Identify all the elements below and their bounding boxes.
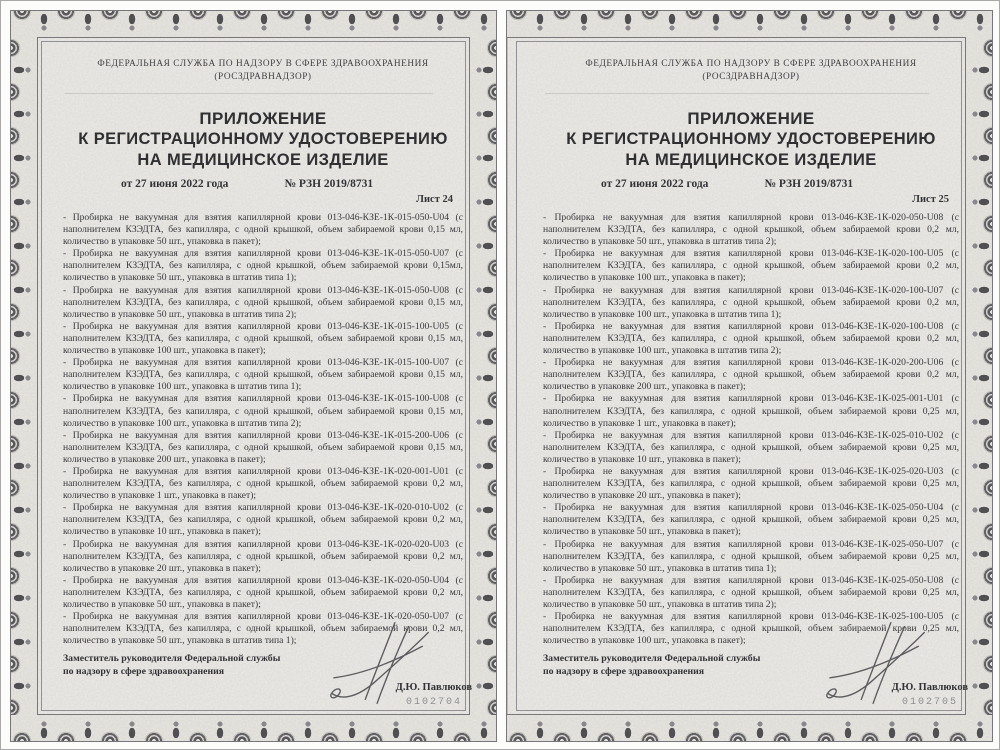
list-item: - Пробирка не вакуумная для взятия капиллярной крови 013-046-КЗЕ-1К-025-050-U07 (с наполнителем КЗЭДТА, без капилляра, с одной крышкой, объем забираемой крови 0,25 мл, количество в упаковке 50 шт., упаковка в штатив типа 1); xyxy=(543,538,959,574)
agency-name: ФЕДЕРАЛЬНАЯ СЛУЖБА ПО НАДЗОРУ В СФЕРЕ ЗДРАВООХРАНЕНИЯ xyxy=(585,59,917,69)
list-item: - Пробирка не вакуумная для взятия капиллярной крови 013-046-КЗЕ-1К-015-100-U05 (с наполнителем КЗЭДТА, без капилляра, с одной крышкой, объем забираемой крови 0,15 мл, количество в упаковке 100 шт., упаковка в пакет); xyxy=(63,320,463,357)
signer-post-line2: по надзору в сфере здравоохранения xyxy=(543,666,705,678)
doc-title-line2: К РЕГИСТРАЦИОННОМУ УДОСТОВЕРЕНИЮ xyxy=(566,130,936,148)
sheet-label: Лист 24 xyxy=(416,194,453,205)
signer-post-line2: по надзору в сфере здравоохранения xyxy=(63,666,225,678)
list-item: - Пробирка не вакуумная для взятия капиллярной крови 013-046-КЗЕ-1К-020-100-U05 (с наполнителем КЗЭДТА, без капилляра, с одной крышкой, объем забираемой крови 0,2 мл, количество в упаковке 100 шт., упаковка в пакет); xyxy=(543,248,959,284)
serial-number: 0102704 xyxy=(405,697,462,708)
list-item: - Пробирка не вакуумная для взятия капиллярной крови 013-046-КЗЕ-1К-020-100-U07 (с наполнителем КЗЭДТА, без капилляра, с одной крышкой, объем забираемой крови 0,2 мл, количество в упаковке 100 шт., упаковка в штатив типа 1); xyxy=(543,284,959,320)
list-item: - Пробирка не вакуумная для взятия капиллярной крови 013-046-КЗЕ-1К-020-010-U02 (с наполнителем КЗЭДТА, без капилляра, с одной крышкой, объем забираемой крови 0,2 мл, количество в упаковке 10 шт., упаковка в пакет); xyxy=(63,502,463,538)
signer-post-line1: Заместитель руководителя Федеральной службы xyxy=(63,653,281,665)
list-item: - Пробирка не вакуумная для взятия капиллярной крови 013-046-КЗЕ-1К-020-100-U08 (с наполнителем КЗЭДТА, без капилляра, с одной крышкой, объем забираемой крови 0,2 мл, количество в упаковке 100 шт., упаковка в штатив типа 2); xyxy=(543,320,959,357)
doc-title-line3: НА МЕДИЦИНСКОЕ ИЗДЕЛИЕ xyxy=(137,151,389,169)
list-item: - Пробирка не вакуумная для взятия капиллярной крови 013-046-КЗЕ-1К-020-001-U01 (с наполнителем КЗЭДТА, без капилляра, с одной крышкой, объем забираемой крови 0,2 мл, количество в упаковке 1 шт., упаковка в пакет); xyxy=(63,465,463,502)
product-list xyxy=(543,212,959,647)
certificate-page-sheet-25 xyxy=(506,10,993,742)
registration-number: № РЗН 2019/8731 xyxy=(284,178,374,190)
list-item: - Пробирка не вакуумная для взятия капиллярной крови 013-046-КЗЕ-1К-020-020-U03 (с наполнителем КЗЭДТА, без капилляра, с одной крышкой, объем забираемой крови 0,2 мл, количество в упаковке 20 шт., упаковка в пакет); xyxy=(63,538,463,574)
list-item: - Пробирка не вакуумная для взятия капиллярной крови 013-046-КЗЕ-1К-020-200-U06 (с наполнителем КЗЭДТА, без капилляра, с одной крышкой, объем забираемой крови 0,2 мл, количество в упаковке 200 шт., упаковка в пакет); xyxy=(543,357,959,393)
sheet-label: Лист 25 xyxy=(912,194,949,205)
issue-date: от 27 июня 2022 года xyxy=(601,178,709,190)
doc-title-line1: ПРИЛОЖЕНИЕ xyxy=(687,109,815,128)
list-item: - Пробирка не вакуумная для взятия капиллярной крови 013-046-КЗЕ-1К-025-001-U01 (с наполнителем КЗЭДТА, без капилляра, с одной крышкой, объем забираемой крови 0,25 мл, количество в упаковке 1 шт., упаковка в пакет); xyxy=(543,393,959,429)
ornament-border-top xyxy=(11,11,496,38)
list-item: - Пробирка не вакуумная для взятия капиллярной крови 013-046-КЗЕ-1К-015-050-U04 (с наполнителем КЗЭДТА, без капилляра, с одной крышкой, объем забираемой крови 0,15 мл, количество в упаковке 50 шт., упаковка в пакет); xyxy=(63,212,463,248)
list-item: - Пробирка не вакуумная для взятия капиллярной крови 013-046-КЗЕ-1К-020-050-U07 (с наполнителем КЗЭДТА, без капилляра, с одной крышкой, объем забираемой крови 0,2 мл, количество в упаковке 50 шт., упаковка в штатив типа 1); xyxy=(63,611,463,647)
ornament-border-bottom xyxy=(507,714,992,741)
product-list xyxy=(63,212,463,647)
list-item: - Пробирка не вакуумная для взятия капиллярной крови 013-046-КЗЕ-1К-015-050-U08 (с наполнителем КЗЭДТА, без капилляра, с одной крышкой, объем забираемой крови 0,15 мл, количество в упаковке 50 шт., упаковка в штатив типа 2); xyxy=(63,284,463,320)
signer-name: Д.Ю. Павлюков xyxy=(891,682,968,693)
doc-title-line2: К РЕГИСТРАЦИОННОМУ УДОСТОВЕРЕНИЮ xyxy=(78,130,448,148)
list-item: - Пробирка не вакуумная для взятия капиллярной крови 013-046-КЗЕ-1К-025-050-U08 (с наполнителем КЗЭДТА, без капилляра, с одной крышкой, объем забираемой крови 0,25 мл, количество в упаковке 50 шт., упаковка в штатив типа 2); xyxy=(543,574,959,610)
fold-crease-line xyxy=(545,93,929,94)
meta-row xyxy=(543,178,959,190)
page-content xyxy=(63,49,463,711)
serial-number: 0102705 xyxy=(901,697,958,708)
list-item: - Пробирка не вакуумная для взятия капиллярной крови 013-046-КЗЕ-1К-025-020-U03 (с наполнителем КЗЭДТА, без капилляра, с одной крышкой, объем забираемой крови 0,25 мл, количество в упаковке 20 шт., упаковка в пакет); xyxy=(543,465,959,502)
list-item: - Пробирка не вакуумная для взятия капиллярной крови 013-046-КЗЕ-1К-015-100-U07 (с наполнителем КЗЭДТА, без капилляра, с одной крышкой, объем забираемой крови 0,15 мл, количество в упаковке 100 шт., упаковка в штатив типа 1); xyxy=(63,357,463,393)
page-content xyxy=(543,49,959,711)
doc-title-line1: ПРИЛОЖЕНИЕ xyxy=(199,109,327,128)
list-item: - Пробирка не вакуумная для взятия капиллярной крови 013-046-КЗЕ-1К-025-010-U02 (с наполнителем КЗЭДТА, без капилляра, с одной крышкой, объем забираемой крови 0,25 мл, количество в упаковке 10 шт., упаковка в пакет); xyxy=(543,429,959,465)
agency-abbreviation: (РОСЗДРАВНАДЗОР) xyxy=(702,72,800,82)
registration-number: № РЗН 2019/8731 xyxy=(764,178,854,190)
ornament-border-right xyxy=(965,37,992,715)
signer-name: Д.Ю. Павлюков xyxy=(395,682,472,693)
list-item: - Пробирка не вакуумная для взятия капиллярной крови 013-046-КЗЕ-1К-020-050-U08 (с наполнителем КЗЭДТА, без капилляра, с одной крышкой, объем забираемой крови 0,2 мл, количество в упаковке 50 шт., упаковка в штатив типа 2); xyxy=(543,212,959,248)
list-item: - Пробирка не вакуумная для взятия капиллярной крови 013-046-КЗЕ-1К-015-200-U06 (с наполнителем КЗЭДТА, без капилляра, с одной крышкой, объем забираемой крови 0,15 мл, количество в упаковке 200 шт., упаковка в пакет); xyxy=(63,429,463,465)
signer-post-line1: Заместитель руководителя Федеральной службы xyxy=(543,653,761,665)
agency-abbreviation: (РОСЗДРАВНАДЗОР) xyxy=(214,72,312,82)
list-item: - Пробирка не вакуумная для взятия капиллярной крови 013-046-КЗЕ-1К-015-050-U07 (с наполнителем КЗЭДТА, без капилляра, с одной крышкой, объем забираемой крови 0,15мл, количество в упаковке 50 шт., упаковка в штатив типа 1); xyxy=(63,248,463,284)
list-item: - Пробирка не вакуумная для взятия капиллярной крови 013-046-КЗЕ-1К-015-100-U08 (с наполнителем КЗЭДТА, без капилляра, с одной крышкой, объем забираемой крови 0,15 мл, количество в упаковке 100 шт., упаковка в штатив типа 2); xyxy=(63,393,463,429)
fold-crease-line xyxy=(65,93,433,94)
ornament-border-bottom xyxy=(11,714,496,741)
ornament-border-left xyxy=(11,37,38,715)
ornament-border-right xyxy=(469,37,496,715)
issue-date: от 27 июня 2022 года xyxy=(121,178,229,190)
list-item: - Пробирка не вакуумная для взятия капиллярной крови 013-046-КЗЕ-1К-025-050-U04 (с наполнителем КЗЭДТА, без капилляра, с одной крышкой, объем забираемой крови 0,25 мл, количество в упаковке 50 шт., упаковка в пакет); xyxy=(543,502,959,538)
doc-title-line3: НА МЕДИЦИНСКОЕ ИЗДЕЛИЕ xyxy=(625,151,877,169)
certificate-page-sheet-24 xyxy=(10,10,497,742)
agency-name: ФЕДЕРАЛЬНАЯ СЛУЖБА ПО НАДЗОРУ В СФЕРЕ ЗДРАВООХРАНЕНИЯ xyxy=(97,59,429,69)
ornament-border-top xyxy=(507,11,992,38)
list-item: - Пробирка не вакуумная для взятия капиллярной крови 013-046-КЗЕ-1К-025-100-U05 (с наполнителем КЗЭДТА, без капилляра, с одной крышкой, объем забираемой крови 0,25 мл, количество в упаковке 100 шт., упаковка в пакет); xyxy=(543,611,959,647)
meta-row xyxy=(63,178,463,190)
list-item: - Пробирка не вакуумная для взятия капиллярной крови 013-046-КЗЕ-1К-020-050-U04 (с наполнителем КЗЭДТА, без капилляра, с одной крышкой, объем забираемой крови 0,2 мл, количество в упаковке 50 шт., упаковка в пакет); xyxy=(63,574,463,610)
